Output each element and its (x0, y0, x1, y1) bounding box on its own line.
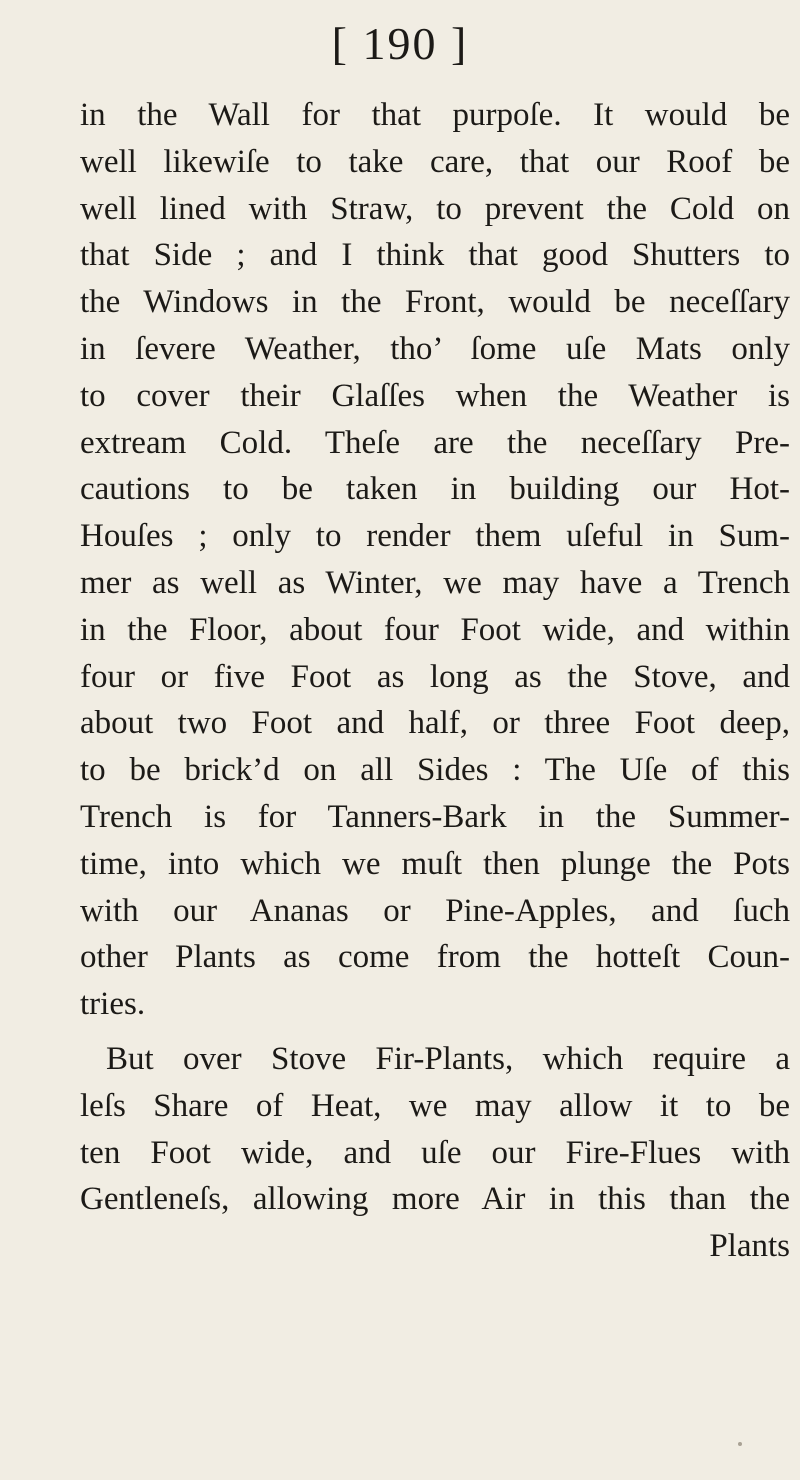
text-line: to be brick’d on all Sides : The Uſe of this (80, 752, 790, 789)
text-line: time, into which we muſt then plunge the Pots (80, 845, 790, 882)
paragraph-2 (80, 1036, 790, 1270)
text-line: that Side ; and I think that good Shutters to (80, 237, 790, 274)
text-line: mer as well as Winter, we may have a Trench (80, 564, 790, 601)
text-line: well lined with Straw, to prevent the Cold on (80, 190, 790, 227)
text-line: to cover their Glaſſes when the Weather is (80, 377, 790, 414)
text-line: other Plants as come from the hotteſt Coun- (80, 939, 790, 976)
text-line: in the Wall for that purpoſe. It would be (80, 97, 790, 133)
text-line: in the Floor, about four Foot wide, and within (80, 611, 790, 648)
text-line: Gentleneſs, allowing more Air in this than the (80, 1181, 790, 1218)
text-line: cautions to be taken in building our Hot- (80, 471, 790, 508)
text-line: in ſevere Weather, tho’ ſome uſe Mats only (80, 330, 790, 367)
text-line: with our Ananas or Pine-Apples, and ſuch (80, 892, 790, 929)
paper-speck (738, 1442, 742, 1446)
text-line: tries. (80, 986, 146, 1023)
page-number: [ 190 ] (331, 18, 469, 69)
text-line: the Windows in the Front, would be neceſſary (80, 284, 790, 321)
text-line: extream Cold. Theſe are the neceſſary Pre- (80, 424, 790, 461)
text-line: But over Stove Fir-Plants, which require a (106, 1041, 790, 1077)
paragraph-1 (80, 92, 790, 1028)
text-line: ten Foot wide, and uſe our Fire-Flues with (80, 1134, 790, 1171)
text-line: Trench is for Tanners-Bark in the Summer- (80, 798, 790, 835)
text-line: Houſes ; only to render them uſeful in Sum- (80, 518, 790, 555)
text-line: about two Foot and half, or three Foot deep, (80, 705, 790, 742)
text-line: four or five Foot as long as the Stove, and (80, 658, 790, 695)
text-line: leſs Share of Heat, we may allow it to be (80, 1087, 790, 1124)
catchword: Plants (709, 1228, 790, 1265)
text-line: well likewiſe to take care, that our Roof be (80, 143, 790, 180)
